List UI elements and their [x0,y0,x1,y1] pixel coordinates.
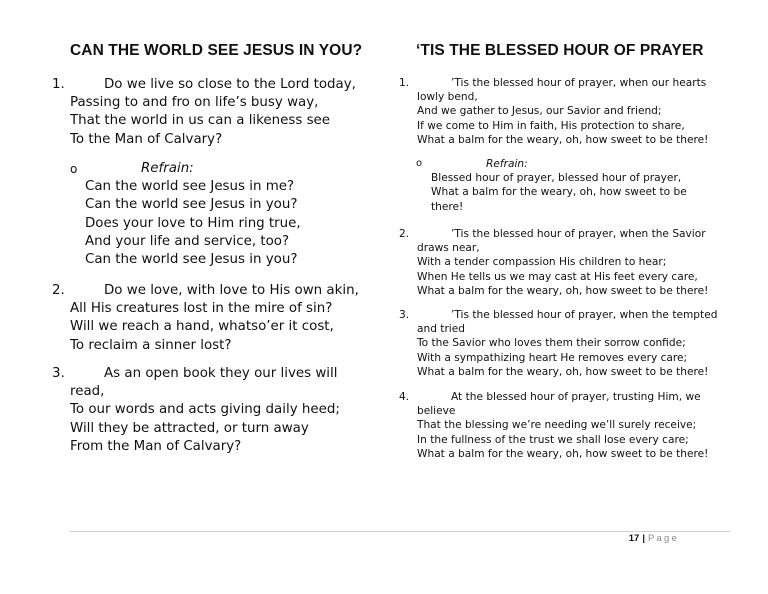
footer-divider [69,531,730,532]
verse-line: To our words and acts giving daily heed; [70,402,340,418]
left-verse-3 [52,365,380,456]
verse-line: Do we live so close to the Lord today, [104,77,356,92]
right-verse-3 [399,308,762,379]
verse-line: With a tender compassion His children to hear; [417,256,667,269]
verse-line: ’Tis the blessed hour of prayer, when our hearts [451,77,707,89]
right-verse-1 [399,76,762,147]
refrain-bullet: o [416,158,423,169]
verse-line: With a sympathizing heart He removes every care; [417,351,688,364]
refrain-line: there! [431,200,464,213]
verse-number: 2. [52,283,65,298]
hymn-title-right: ‘TIS THE BLESSED HOUR OF PRAYER [416,42,704,59]
page-label: Page [648,533,679,544]
right-verse-2 [399,227,762,298]
refrain-line: Can the world see Jesus in you? [85,252,298,268]
verse-line: All His creatures lost in the mire of sin? [70,301,333,317]
footer-separator: | [642,533,645,544]
verse-line: Do we love, with love to His own akin, [104,283,359,298]
left-refrain [70,160,380,269]
verse-line: What a balm for the weary, oh, how sweet to be there! [417,133,709,146]
verse-line: That the blessing we’re needing we’ll surely receive; [417,419,697,432]
verse-line: lowly bend, [417,91,478,104]
verse-line: To reclaim a sinner lost? [70,337,232,353]
refrain-line: What a balm for the weary, oh, how sweet to be [431,186,687,199]
verse-line: What a balm for the weary, oh, how sweet to be there! [417,447,709,460]
verse-line: What a balm for the weary, oh, how sweet to be there! [417,365,709,378]
verse-line: Passing to and fro on life’s busy way, [70,95,319,111]
refrain-line: And your life and service, too? [85,233,290,249]
refrain-bullet: o [70,162,78,176]
refrain-line: Does your love to Him ring true, [85,215,301,231]
verse-number: 3. [52,366,65,381]
verse-line: and tried [417,323,465,336]
page-number: 17 [628,533,640,544]
verse-line: If we come to Him in faith, His protection to share, [417,119,685,132]
verse-number: 3. [399,309,410,321]
verse-line: From the Man of Calvary? [70,438,242,454]
verse-line: At the blessed hour of prayer, trusting Him, we [451,391,701,403]
left-verse-2 [52,282,380,355]
verse-line: And we gather to Jesus, our Savior and friend; [417,105,662,118]
verse-number: 1. [399,77,410,89]
verse-line: To the Man of Calvary? [70,131,223,147]
hymn-title-left: CAN THE WORLD SEE JESUS IN YOU? [70,42,363,59]
refrain-line: Can the world see Jesus in you? [85,197,298,213]
verse-line: Will they be attracted, or turn away [70,420,309,436]
verse-line: As an open book they our lives will [104,366,338,381]
refrain-heading: Refrain: [141,161,194,176]
verse-line: ’Tis the blessed hour of prayer, when the tempted [451,309,718,321]
verse-line: What a balm for the weary, oh, how sweet to be there! [417,284,709,297]
left-verse-1 [52,76,380,149]
verse-line: believe [417,405,456,418]
right-verse-4 [399,390,762,461]
verse-number: 4. [399,391,410,403]
verse-line: ’Tis the blessed hour of prayer, when the Savior [451,228,706,240]
verse-line: Will we reach a hand, whatso’er it cost, [70,319,334,335]
refrain-heading: Refrain: [486,158,528,170]
verse-number: 2. [399,228,410,240]
refrain-line: Blessed hour of prayer, blessed hour of prayer, [431,172,682,185]
refrain-line: Can the world see Jesus in me? [85,179,295,195]
verse-line: read, [70,384,105,400]
verse-line: That the world in us can a likeness see [70,113,331,129]
right-refrain [416,157,761,214]
verse-line: In the fullness of the trust we shall lose every care; [417,433,689,446]
verse-number: 1. [52,77,65,92]
verse-line: draws near, [417,242,480,255]
page-footer [629,533,679,544]
verse-line: To the Savior who loves them their sorrow confide; [417,337,686,350]
verse-line: When He tells us we may cast at His feet every care, [417,270,698,283]
